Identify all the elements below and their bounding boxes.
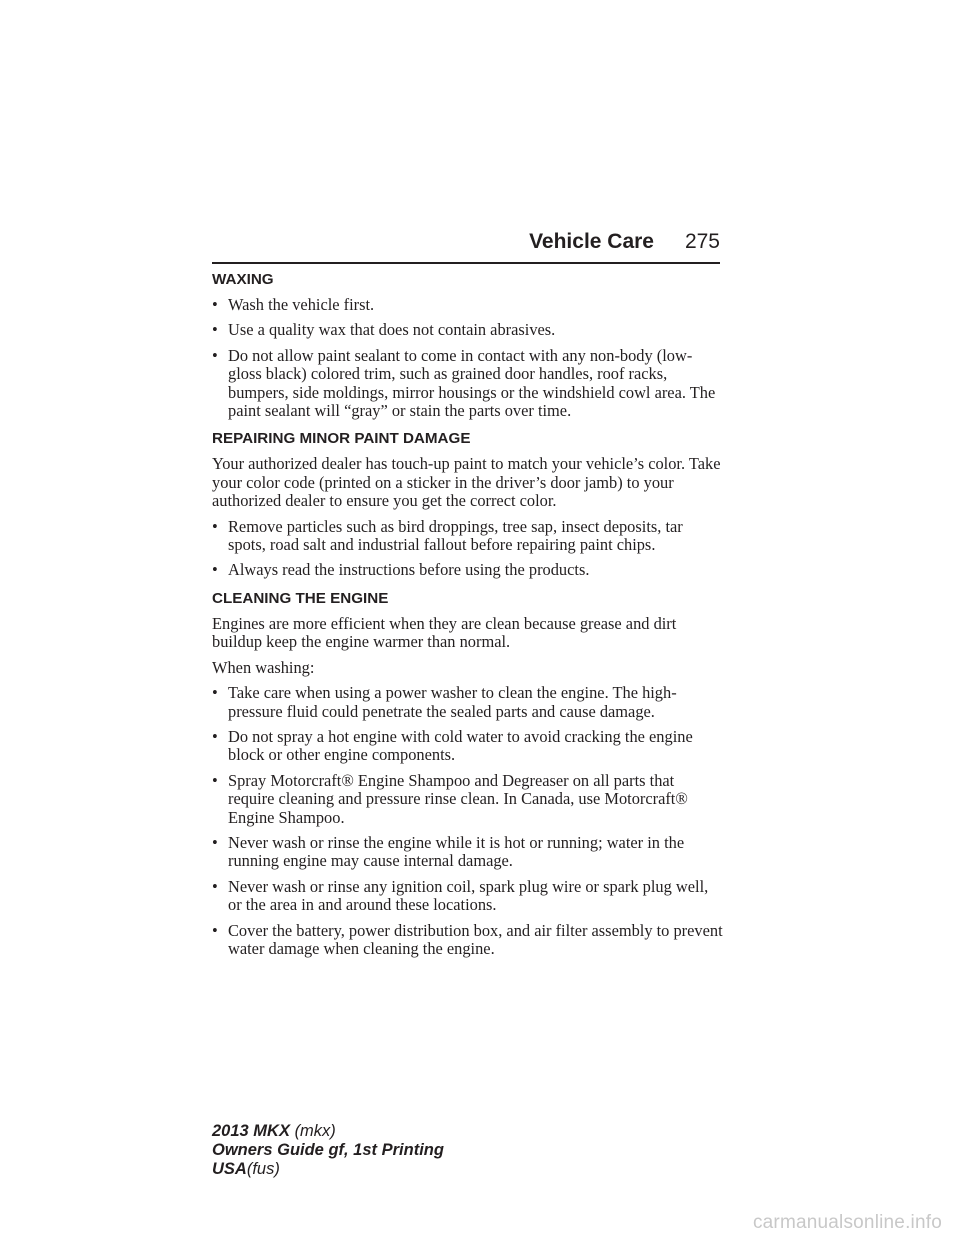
list-item-text: Do not allow paint sealant to come in contact with any non-body (low-gloss black) colored trim, such as grained door handles, roof racks, bumpers, side moldings, mirror housings or the windshield cowl area. The paint sealant will “gray” or stain the parts over time. — [228, 345, 716, 421]
bullet-list — [212, 296, 724, 420]
bullet-icon: • — [212, 683, 218, 703]
bullet-icon: • — [212, 920, 218, 940]
list-item — [212, 347, 724, 421]
list-item — [212, 296, 724, 314]
bullet-icon: • — [212, 770, 218, 790]
bullet-icon: • — [212, 320, 218, 340]
bullet-list — [212, 518, 724, 580]
list-item — [212, 922, 724, 959]
section-heading: WAXING — [212, 271, 274, 288]
section-repairing-paint — [212, 429, 724, 579]
footer-line — [212, 1122, 444, 1141]
paragraph: Engines are more efficient when they are clean because grease and dirt buildup keep the engine warmer than normal. — [212, 613, 677, 652]
footer-line — [212, 1160, 444, 1179]
list-item — [212, 834, 724, 871]
footer-market: USA — [212, 1160, 247, 1178]
list-item-text: Cover the battery, power distribution box, and air filter assembly to prevent water damage when cleaning the engine. — [228, 920, 723, 958]
bullet-icon: • — [212, 726, 218, 746]
page-number: 275 — [684, 230, 720, 253]
list-item-text: Never wash or rinse any ignition coil, spark plug wire or spark plug well, or the area in and around these locations. — [228, 876, 709, 915]
list-item-text: Take care when using a power washer to clean the engine. The high-pressure fluid could penetrate the sealed parts and cause damage. — [228, 683, 677, 721]
footer-model: 2013 MKX — [212, 1122, 290, 1140]
bullet-list — [212, 684, 724, 958]
footer-model-code: (mkx) — [294, 1122, 336, 1140]
list-item-text: Always read the instructions before using the products. — [228, 560, 590, 580]
list-item-text: Spray Motorcraft® Engine Shampoo and Degreaser on all parts that require cleaning and pressure rinse clean. In Canada, use Motorcraft® Engine Shampoo. — [228, 770, 688, 827]
paragraph: When washing: — [212, 657, 315, 677]
bullet-icon: • — [212, 832, 218, 852]
list-item — [212, 321, 724, 339]
section-heading: CLEANING THE ENGINE — [212, 589, 389, 607]
watermark: carmanualsonline.info — [752, 1212, 942, 1233]
bullet-icon: • — [212, 876, 218, 896]
section-waxing — [212, 270, 724, 420]
list-item — [212, 728, 724, 765]
list-item — [212, 878, 724, 915]
section-heading: REPAIRING MINOR PAINT DAMAGE — [212, 430, 471, 448]
list-item — [212, 684, 724, 721]
list-item-text: Never wash or rinse the engine while it is hot or running; water in the running engine may cause internal damage. — [228, 832, 685, 871]
bullet-icon: • — [212, 345, 218, 365]
bullet-icon: • — [212, 516, 218, 536]
section-cleaning-engine — [212, 589, 724, 959]
page-footer — [212, 1122, 444, 1179]
bullet-icon: • — [212, 295, 218, 314]
list-item-text: Do not spray a hot engine with cold water to avoid cracking the engine block or other engine components. — [228, 726, 693, 765]
footer-market-code: (fus) — [246, 1160, 280, 1178]
footer-line — [212, 1141, 444, 1160]
list-item — [212, 518, 724, 555]
paragraph: Your authorized dealer has touch-up paint to match your vehicle’s color. Take your color code (printed on a sticker in the driver’s door jamb) to your authorized dealer to ensure you get the correct color. — [212, 454, 721, 511]
list-item-text: Wash the vehicle first. — [228, 295, 375, 314]
footer-edition: Owners Guide gf, 1st Printing — [212, 1141, 444, 1159]
list-item-text: Use a quality wax that does not contain abrasives. — [228, 320, 556, 340]
section-title: Vehicle Care — [529, 230, 654, 253]
list-item — [212, 561, 724, 579]
bullet-icon: • — [212, 560, 218, 580]
list-item — [212, 772, 724, 827]
page-header — [212, 226, 720, 264]
page-content — [212, 270, 724, 967]
list-item-text: Remove particles such as bird droppings, tree sap, insect deposits, tar spots, road salt and industrial fallout before repairing paint chips. — [228, 516, 683, 555]
